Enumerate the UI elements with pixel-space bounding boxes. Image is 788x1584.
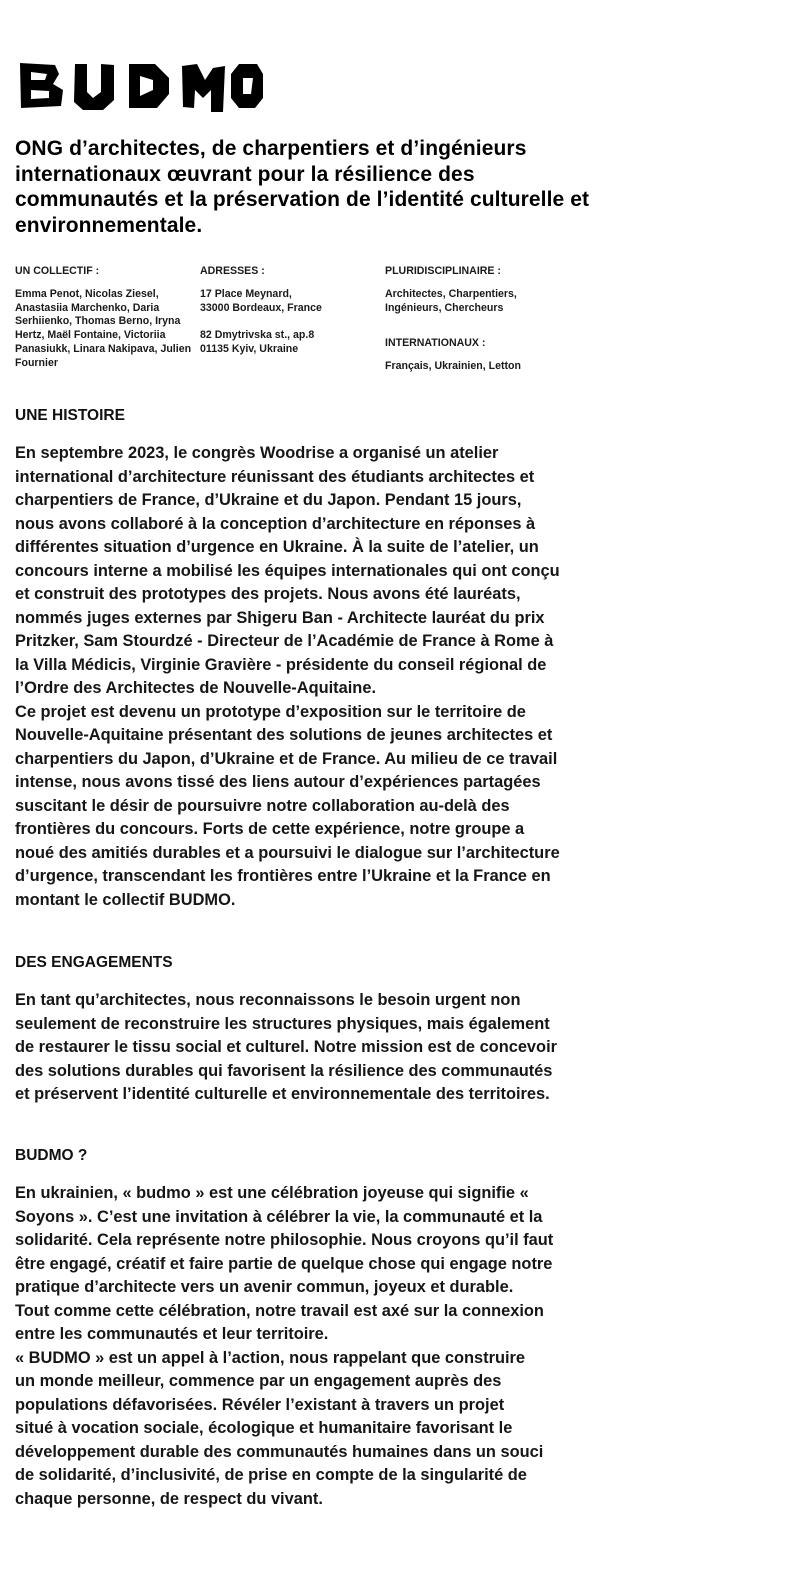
info-pluridisciplinaire	[385, 265, 575, 374]
internationaux-value: Français, Ukrainien, Letton	[385, 360, 521, 373]
section-title-budmo: BUDMO ?	[15, 1147, 88, 1164]
section-body-histoire: En septembre 2023, le congrès Woodrise a organisé un atelier international d’architecture réunissant des étudiants architectes et charpentiers de France, d’Ukraine et du Japon. Pendant 15 jours, nous avons collaboré à la conception d’architecture en réponses à différentes situation d’urgence en Ukraine. À la suite de l’atelier, un concours interne a mobilisé les équipes internationales qui ont conçu et construit des prototypes des projets. Nous avons été lauréats, nommés juges externes par Shigeru Ban - Architecte lauréat du prix Pritzker, Sam Stourdzé - Directeur de l’Académie de France à Rome à la Villa Médicis, Virginie Gravière - présidente du conseil régional de l’Ordre des Architectes de Nouvelle-Aquitaine. Ce projet est devenu un prototype d’exposition sur le territoire de Nouvelle-Aquitaine présentant des solutions de jeunes architectes et charpentiers du Japon, d’Ukraine et de France. Au milieu de ce travail intense, nous avons tissé des liens autour d’expériences partagées suscitant le désir de poursuivre notre collaboration au-delà des frontières du concours. Forts de cette expérience, notre groupe a noué des amitiés durables et a poursuivi le dialogue sur l’architecture d’urgence, transcendant les frontières entre l’Ukraine et la France en montant le collectif BUDMO.	[15, 444, 560, 909]
info-collectif	[15, 265, 195, 371]
internationaux-label: INTERNATIONAUX :	[385, 337, 486, 350]
section-body-engagements: En tant qu’architectes, nous reconnaissons le besoin urgent non seulement de reconstruire les structures physiques, mais également de restaurer le tissu social et culturel. Notre mission est de concevoir des solutions durables qui favorisent la résilience des communautés et préservent l’identité culturelle et environnementale des territoires.	[15, 991, 557, 1103]
section-title-histoire: UNE HISTOIRE	[15, 407, 125, 424]
section-title-engagements: DES ENGAGEMENTS	[15, 954, 173, 971]
logo-letter-m	[182, 64, 225, 112]
logo-letter-o	[231, 64, 263, 108]
section-body-budmo: En ukrainien, « budmo » est une célébration joyeuse qui signifie « Soyons ». C’est une invitation à célébrer la vie, la communauté et la solidarité. Cela représente notre philosophie. Nous croyons qu’il faut être engagé, créatif et faire partie de quelque chose qui engage notre pratique d’architecte vers un avenir commun, joyeux et durable. Tout comme cette célébration, notre travail est axé sur la connexion entre les communautés et leur territoire. « BUDMO » est un appel à l’action, nous rappelant que construire un monde meilleur, commence par un engagement auprès des populations défavorisées. Révéler l’existant à travers un projet situé à vocation sociale, écologique et humanitaire favorisant le développement durable des communautés humaines dans un souci de solidarité, d’inclusivité, de prise en compte de la singularité de chaque personne, de respect du vivant.	[15, 1184, 554, 1508]
info-adresses	[200, 265, 380, 357]
logo-letter-b	[20, 63, 63, 108]
logo-letter-u	[74, 64, 114, 110]
tagline: ONG d’architectes, de charpentiers et d’ingénieurs internationaux œuvrant pour la résilience des communautés et la préservation de l’identité culturelle et environnementale.	[15, 137, 590, 237]
logo-letter-d	[129, 64, 169, 108]
pluridisciplinaire-value: Architectes, Charpentiers, Ingénieurs, Chercheurs	[385, 287, 517, 314]
adresses-label: ADRESSES :	[200, 265, 265, 277]
collectif-members: Emma Penot, Nicolas Ziesel, Anastasiia Marchenko, Daria Serhiienko, Thomas Berno, Iryna Hertz, Maël Fontaine, Victoriia Panasiukk, Linara Nakipava, Julien Fournier	[15, 287, 192, 369]
budmo-logo	[17, 60, 263, 112]
address-kyiv: 82 Dmytrivska st., ap.8 01135 Kyiv, Ukraine	[200, 329, 315, 356]
address-bordeaux: 17 Place Meynard, 33000 Bordeaux, France	[200, 287, 322, 314]
collectif-label: UN COLLECTIF :	[15, 265, 100, 277]
pluridisciplinaire-label: PLURIDISCIPLINAIRE :	[385, 265, 501, 277]
